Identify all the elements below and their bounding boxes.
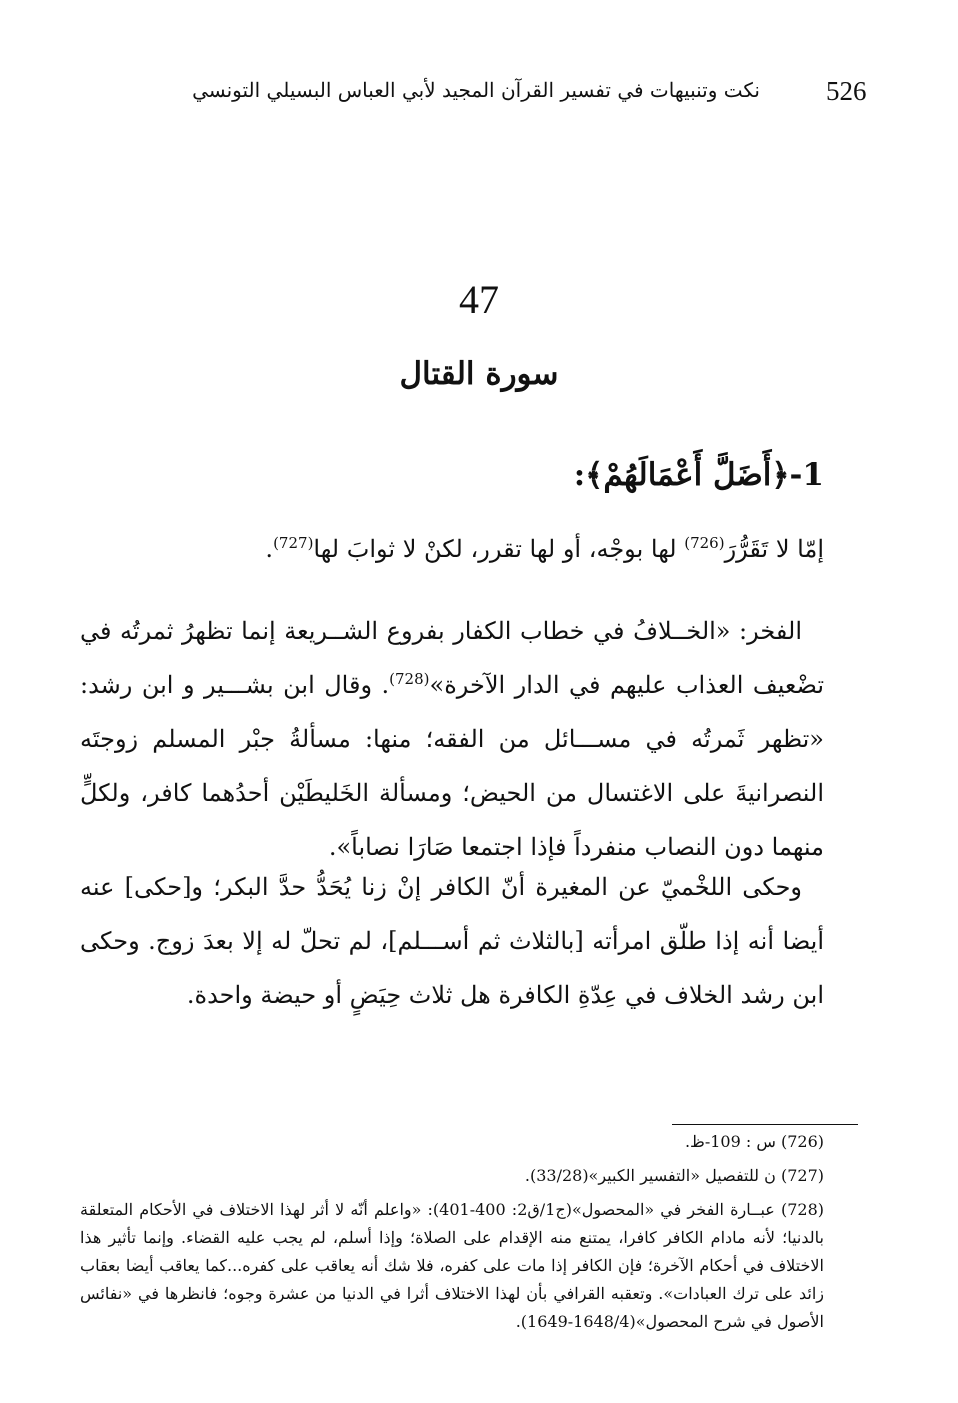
paragraph-2 [80, 604, 824, 874]
paragraph-3: وحكى اللخْميّ عن المغيرة أنّ الكافر إنْ زنا يُحَدُّ حدَّ البكر؛ و[حكى] عنه أيضا أنه إذا طلّق امرأته [بالثلاث ثم أســـلم]، لم تحلّ له إلا بعدَ زوج. وحكى ابن رشد الخلاف في عِدّةِ الكافرة هل ثلاث حِيَضٍ أو حيضة واحدة. [80, 873, 824, 1009]
paragraph-1-text-c: . [265, 535, 274, 563]
footnote-ref-728[interactable]: (728) [389, 670, 430, 688]
footnote-728: (728) عبــارة الفخر في «المحصول»(ج1/ق2: 400-401): «واعلم أنّه لا أثر لهذا الاختلاف في الأحكام المتعلقة بالدنيا؛ لأنه مادام الكافر كافرا، يمتنع منه الإقدام على الصلاة؛ وإذا أسلم، لم يجب عليه القضاء. وإنما تأثير هذا الاختلاف في أحكام الآخرة؛ فإن الكافر إذا مات على كفره، فلا شك أنه يعاقب على كفره...كما يعاقب أيضا بعقاب زائد على ترك العبادات». وتعقبه القرافي بأن لهذا الاختلاف أثرا في الدنيا من عشرة وجوه؛ فانظرها في «نفائس الأصول في شرح المحصول»(1648/4-1649). [80, 1200, 824, 1331]
paragraph-1-text-b: لها بوجْه، أو لها تقرر، لكنْ لا ثوابَ لها [313, 535, 685, 563]
section-heading: 1-﴿أَضَلَّ أَعْمَالَهُمْ﴾: [573, 457, 824, 493]
footnote-separator [672, 1124, 858, 1125]
paragraph-2-text-b: . وقال ابن بشـــير و ابن رشد: «تظهر ثَمرتُه في مســـائل من الفقه؛ منها: مسألةُ جبْر المسلم زوجتَه النصرانيةَ على الاغتسال من الحيض؛ ومسألة الخَليطَيْن أحدُهما كافر، ولكلٍّ منهما دون النصاب منفرداً فإذا اجتمعا صَارَا نصاباً». [80, 671, 824, 861]
footnote-726: (726) س : 109-ظ. [684, 1132, 824, 1151]
footnote-ref-726[interactable]: (726) [684, 534, 725, 552]
paragraph-2-text-a: الفخر: «الخــلافُ في خطاب الكفار بفروع الشــريعة إنما تظهرُ ثمرتُه في تضْعيف العذاب عليهم في الدار الآخرة» [80, 617, 824, 699]
footnote-727: (727) ن للتفصيل «التفسير الكبير»(33/28). [524, 1166, 824, 1185]
chapter-number: 47 [459, 277, 499, 322]
paragraph-1-text-a: إمّا لا تَقَرُّرَ [724, 535, 824, 563]
page-number: 526 [826, 76, 867, 106]
footnotes [80, 1128, 824, 1336]
paragraph-1 [80, 522, 824, 576]
surah-title: سورة القتال [399, 356, 559, 392]
footnote-ref-727[interactable]: (727) [273, 534, 314, 552]
running-head: نكت وتنبيهات في تفسير القرآن المجيد لأبي العباس البسيلي التونسي [192, 78, 760, 102]
